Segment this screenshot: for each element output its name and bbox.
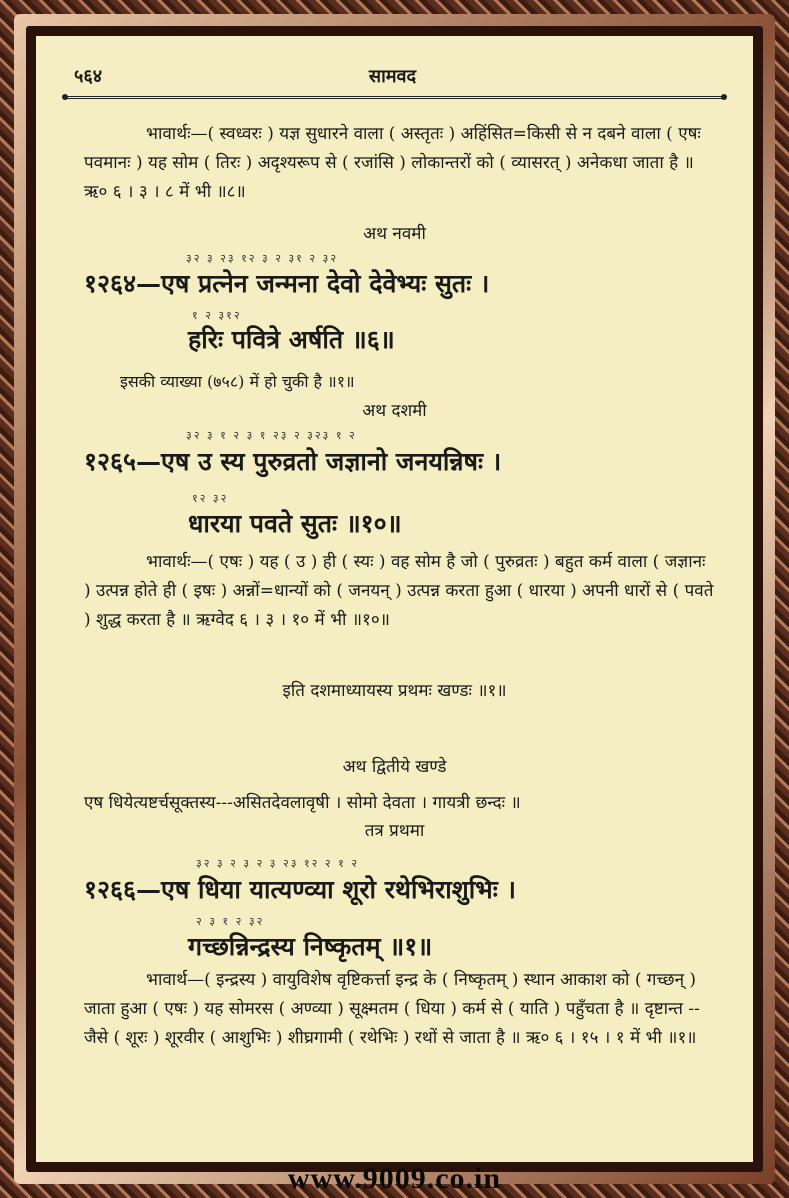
- colophon: इति दशमाध्यायस्य प्रथमः खण्डः ॥१॥: [282, 681, 507, 701]
- mantra-1266-line2: गच्छन्निन्द्रस्य निष्कृतम् ॥१॥: [188, 932, 433, 961]
- header-rule: [66, 96, 723, 99]
- sukta-intro: एष धियेत्यष्टर्चसूक्तस्य---असितदेवलावृषी । सोमो देवता । गायत्री छन्दः ॥: [84, 793, 521, 813]
- scanned-page: [36, 36, 753, 1162]
- heading-prathama: तत्र प्रथमा: [364, 821, 425, 841]
- mantra-1264-line1: १२६४—एष प्रत्नेन जन्मना देवो देवेभ्यः सुतः ।: [84, 269, 490, 298]
- heading-navami: अथ नवमी: [363, 224, 426, 244]
- svara-marks-1266-b: २ ३ १ २ ३२: [196, 915, 265, 928]
- heading-khand: अथ द्वितीये खण्डे: [342, 757, 447, 777]
- heading-dashami: अथ दशमी: [362, 401, 427, 421]
- page-title: सामवद: [368, 66, 417, 87]
- page-header: [74, 64, 711, 90]
- mantra-1265-line1: १२६५—एष उ स्य पुरुव्रतो जज्ञानो जनयन्निषः ।: [84, 447, 502, 476]
- website-footer: www.9009.co.in: [287, 1162, 502, 1195]
- page-number: ५६४: [74, 66, 103, 87]
- svara-marks-1264-a: ३२ ३ २३ १२ ३ २ ३१ २ ३२: [186, 252, 339, 265]
- svara-marks-1264-b: १ २ ३१२: [192, 309, 242, 322]
- note-1264: इसकी व्याख्या (७५८) में हो चुकी है ॥१॥: [120, 372, 355, 391]
- svara-marks-1265-a: ३२ ३ १ २ ३ १ २३ २ ३२३ १ २: [186, 429, 357, 442]
- svara-marks-1266-a: ३२ ३ २ ३ २ ३ २३ १२ २ १ २: [196, 857, 360, 870]
- paragraph-bhavarth-1: भावार्थः—( स्वध्वरः ) यज्ञ सुधारने वाला ( अस्तृतः ) अहिंसित=किसी से न दबने वाला ( एषः पवमानः ) यह सोम ( तिरः ) अदृश्यरूप से ( रजांसि ) लोकान्तरों को ( व्यासरत् ) अनेकधा जाता है ॥ ऋ० ६ । ३ । ८ में भी ॥८॥: [84, 124, 701, 202]
- paragraph-bhavarth-2: भावार्थः—( एषः ) यह ( उ ) ही ( स्यः ) वह सोम है जो ( पुरुव्रतः ) बहुत कर्म वाला ( जज्ञानः ) उत्पन्न होते ही ( इषः ) अन्नों=धान्यों को ( जनयन् ) उत्पन्न करता हुआ ( धारया ) अपनी धारों से ( पवते ) शुद्ध करता है ॥ ऋग्वेद ६ । ३ । १० में भी ॥१०॥: [84, 552, 714, 630]
- svara-marks-1265-b: १२ ३२: [192, 492, 229, 505]
- mantra-1264-line2: हरिः पवित्रे अर्षति ॥६॥: [188, 325, 395, 354]
- mantra-1265-line2: धारया पवते सुतः ॥१०॥: [188, 509, 402, 538]
- paragraph-bhavarth-3: भावार्थ—( इन्द्रस्य ) वायुविशेष वृष्टिकर्त्ता इन्द्र के ( निष्कृतम् ) स्थान आकाश को ( गच्छन् ) जाता हुआ ( एषः ) यह सोमरस ( अण्व्या ) सूक्ष्मतम ( धिया ) कर्म से ( याति ) पहुँचता है ॥ दृष्टान्त --जैसे ( शूरः ) शूरवीर ( आशुभिः ) शीघ्रगामी ( रथेभिः ) रथों से जाता है ॥ ऋ० ६ । १५ । १ में भी ॥१॥: [84, 970, 700, 1048]
- mantra-1266-line1: १२६६—एष धिया यात्यण्व्या शूरो रथेभिराशुभिः ।: [84, 875, 516, 904]
